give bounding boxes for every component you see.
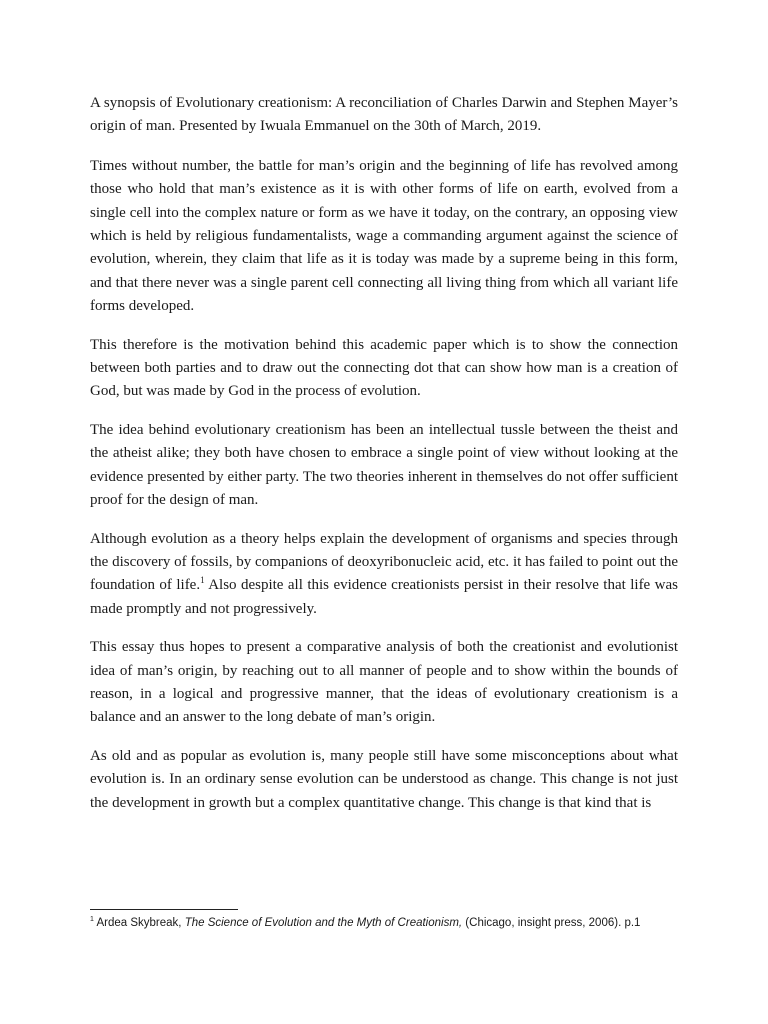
paragraph-intellectual-tussle: The idea behind evolutionary creationism has been an intellectual tussle between the theist and the atheist alike; they both have chosen to embrace a single point of view without looking at the evidence presented by either party. The two theories inherent in themselves do not offer sufficient proof for the design of man. (90, 421, 678, 509)
paragraph-fossils-continuation: Also despite all this evidence creationists persist in their resolve that life was made promptly and not progressively. (90, 577, 678, 617)
paragraph-misconceptions: As old and as popular as evolution is, many people still have some misconceptions about what evolution is. In an ordinary sense evolution can be understood as change. This change is not just the development in growth but a complex quantitative change. This change is that kind that is (90, 747, 678, 811)
footnote-citation: (Chicago, insight press, 2006). p.1 (462, 917, 641, 929)
paragraph-fossils (90, 528, 678, 622)
paragraph-origin-debate: Times without number, the battle for man’s origin and the beginning of life has revolved among those who hold that man’s existence as it is with other forms of life on earth, evolved from a single cell into the complex nature or form as we have it today, on the contrary, an opposing view which is held by religious fundamentalists, wage a commanding argument against the science of evolution, wherein, they claim that life as it is today was made by a supreme being in this form, and that there never was a single parent cell connecting all living thing from which all variant life forms developed. (90, 157, 678, 315)
footnote-book-title: The Science of Evolution and the Myth of Creationism, (184, 917, 463, 929)
paragraph-motivation: This therefore is the motivation behind this academic paper which is to show the connection between both parties and to draw out the connecting dot that can show how man is a creation of God, but was made by God in the process of evolution. (90, 336, 678, 400)
footnote-reference: 1 (200, 575, 205, 586)
title-paragraph: A synopsis of Evolutionary creationism: A reconciliation of Charles Darwin and Stephen Mayer’s origin of man. Presented by Iwuala Emmanuel on the 30th of March, 2019. (90, 95, 678, 135)
footnote-number: 1 (90, 916, 94, 924)
paragraph-comparative-analysis: This essay thus hopes to present a comparative analysis of both the creationist and evolutionist idea of man’s origin, by reaching out to all manner of people and to show within the bounds of reason, in a logical and progressive manner, that the ideas of evolutionary creationism is a balance and an answer to the long debate of man’s origin. (90, 639, 678, 726)
footnote-author: Ardea Skybreak, (93, 917, 185, 929)
paragraph-fossils-text: Although evolution as a theory helps explain the development of organisms and species through the discovery of fossils, by companions of deoxyribonucleic acid, etc. it has failed to point out the foundation of life. (90, 530, 678, 594)
footnote (90, 917, 690, 929)
document-body (90, 92, 678, 830)
footnote-divider (90, 909, 238, 910)
